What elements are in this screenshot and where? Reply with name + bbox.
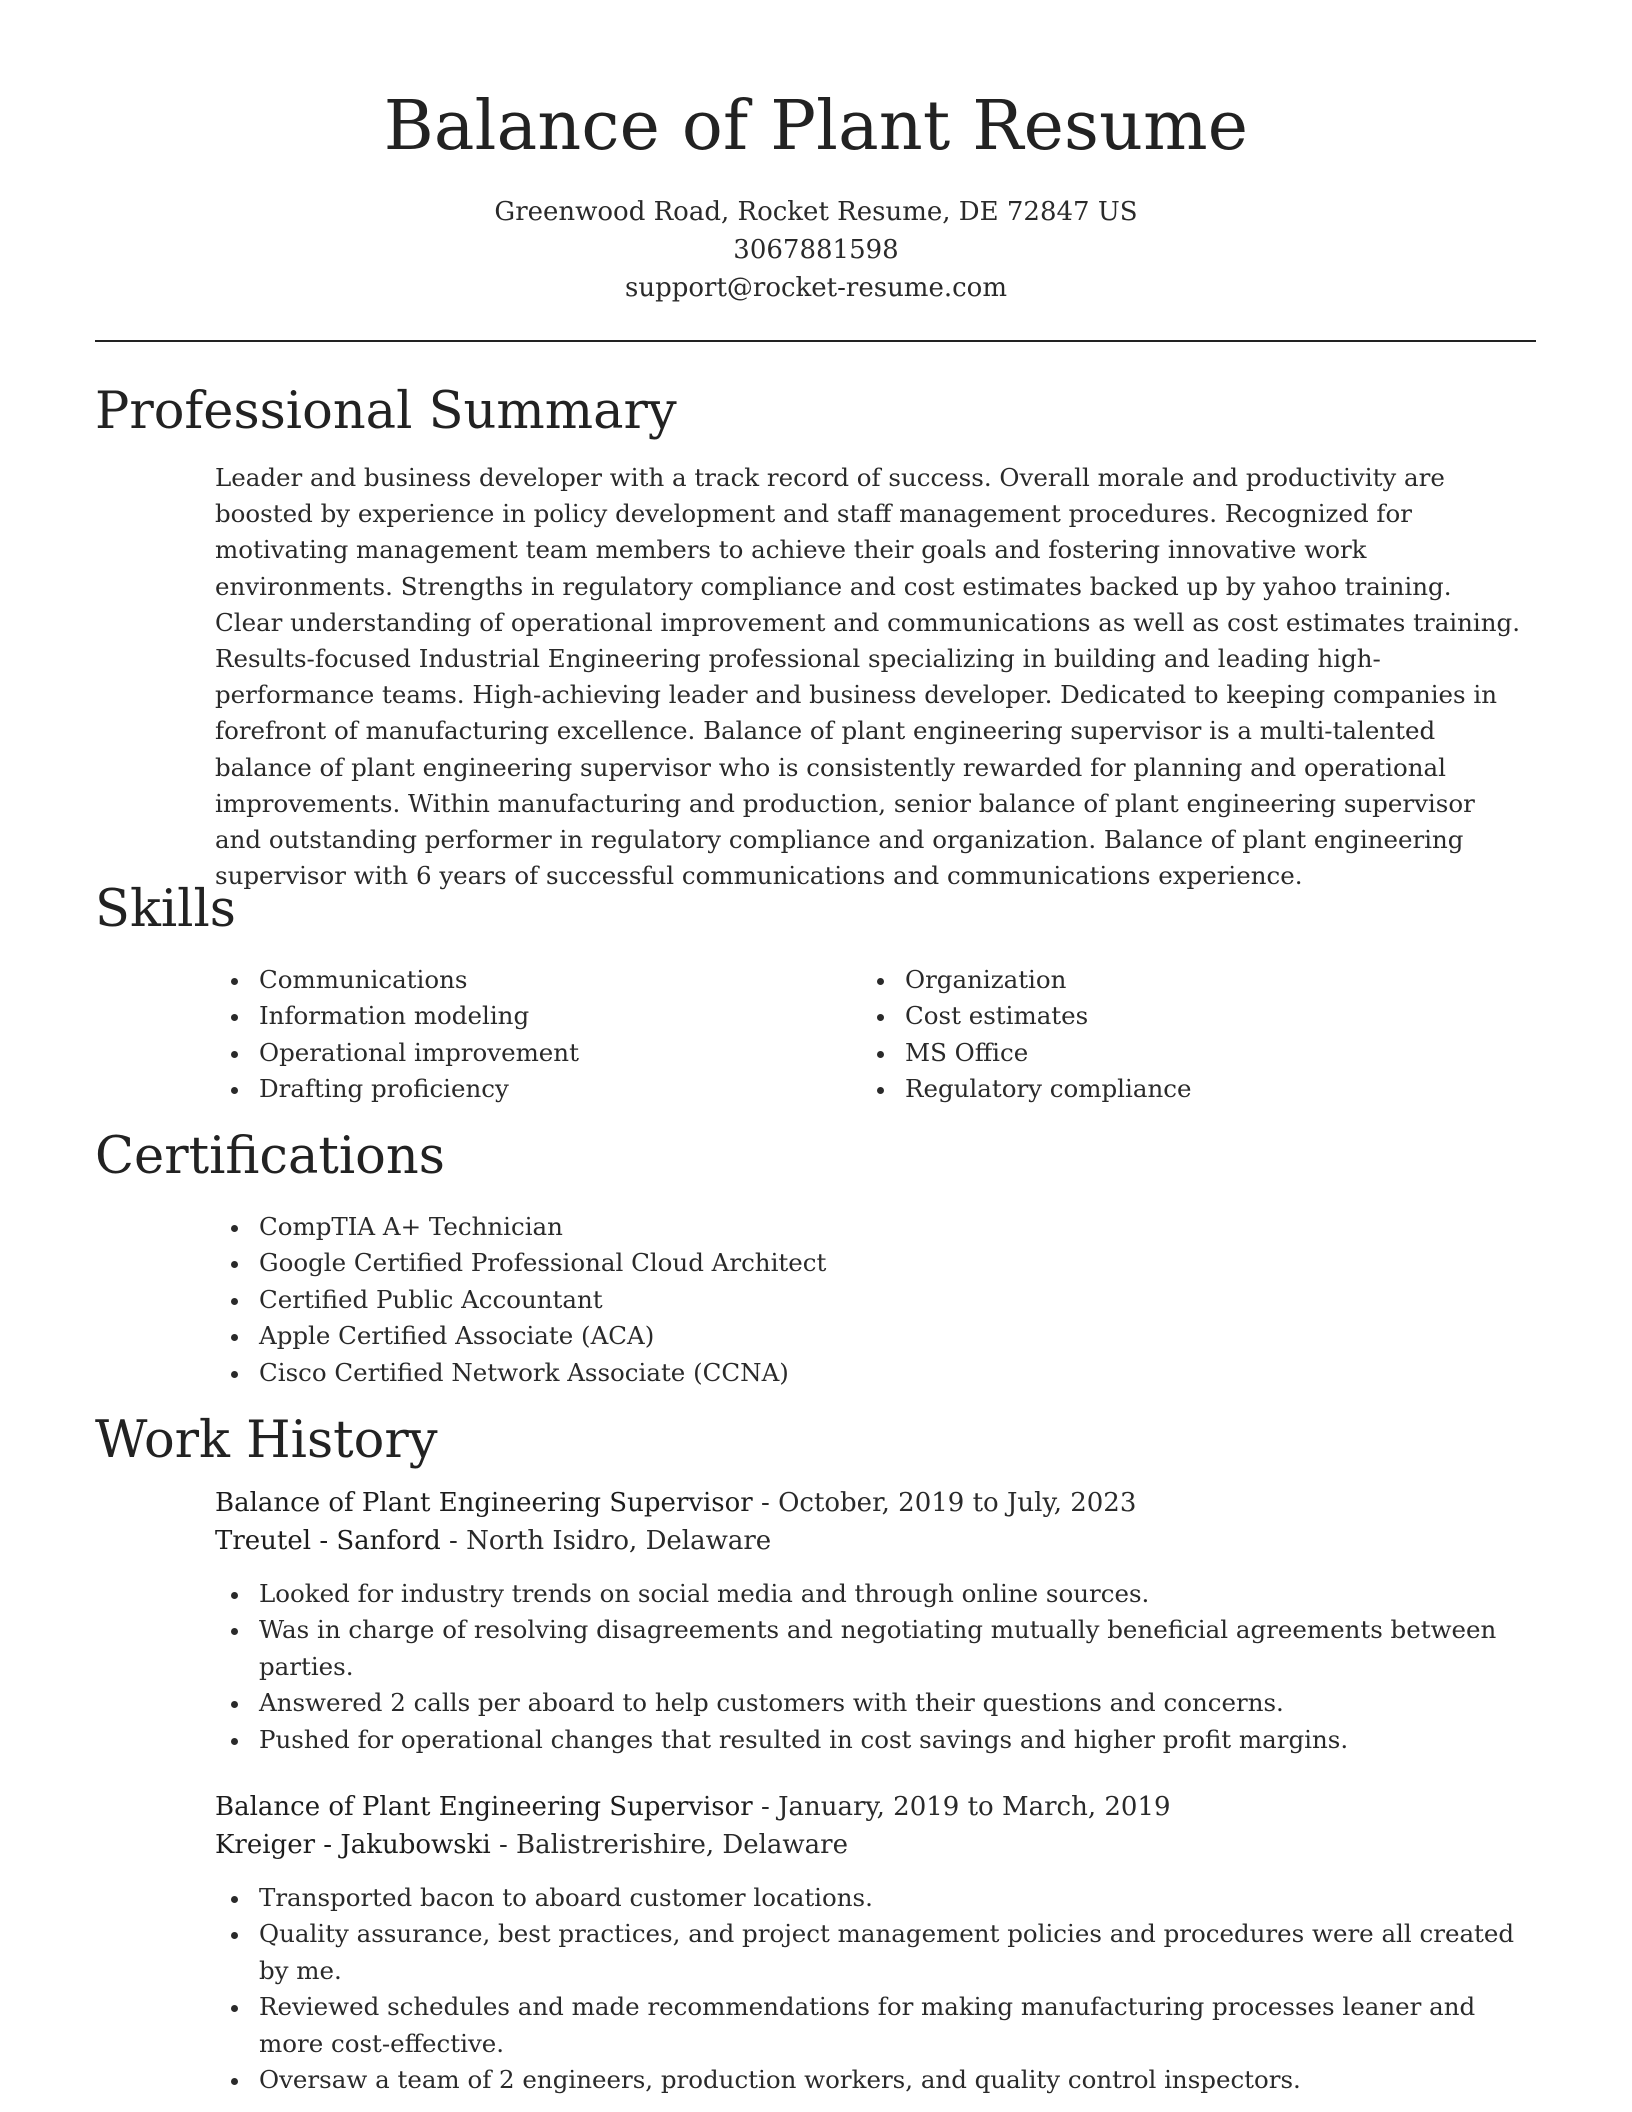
- summary-heading: Professional Summary: [95, 382, 677, 441]
- skills-list-left: [215, 962, 775, 1108]
- job-company: Kreiger - Jakubowski: [215, 1830, 491, 1860]
- address-text: Greenwood Road, Rocket Resume, DE 72847 US: [494, 197, 1138, 227]
- job-dates: - January, 2019 to March, 2019: [752, 1792, 1171, 1822]
- work-history-heading: Work History: [95, 1411, 438, 1470]
- job-entry: [215, 1788, 1545, 2098]
- certification-item: CompTIA A+ Technician: [215, 1209, 1215, 1245]
- job-company-line: [215, 1826, 1545, 1864]
- job-company-line: [215, 1522, 1545, 1560]
- job-bullet: Looked for industry trends on social media and through online sources.: [215, 1576, 1545, 1612]
- skill-item: Drafting proficiency: [215, 1071, 775, 1107]
- job-company: Treutel - Sanford: [215, 1526, 441, 1556]
- job-bullet: Transported bacon to aboard customer locations.: [215, 1880, 1545, 1916]
- header-divider: [95, 340, 1536, 342]
- certification-item: Cisco Certified Network Associate (CCNA): [215, 1355, 1215, 1391]
- skill-item: Communications: [215, 962, 775, 998]
- skill-item: Organization: [861, 962, 1421, 998]
- skill-item: MS Office: [861, 1035, 1421, 1071]
- job-bullets: [215, 1880, 1545, 2098]
- certification-item: Certified Public Accountant: [215, 1282, 1215, 1318]
- job-entry: [215, 1484, 1545, 1758]
- job-bullet: Was in charge of resolving disagreements and negotiating mutually beneficial agreements between parties.: [215, 1612, 1545, 1685]
- phone-text: 3067881598: [733, 235, 899, 265]
- resume-header: [0, 86, 1632, 307]
- certification-item: Apple Certified Associate (ACA): [215, 1318, 1215, 1354]
- summary-paragraph: Leader and business developer with a track record of success. Overall morale and productivity are boosted by experience in policy development and staff management procedures. Recognized for motivating management team members to achieve their goals and fostering innovative work environments. Strengths in regulatory compliance and cost estimates backed up by yahoo training. Clear understanding of operational improvement and communications as well as cost estimates training. Results-focused Industrial Engineering professional specializing in building and leading high-performance teams. High-achieving leader and business developer. Dedicated to keeping companies in forefront of manufacturing excellence. Balance of plant engineering supervisor is a multi-talented balance of plant engineering supervisor who is consistently rewarded for planning and operational improvements. Within manufacturing and production, senior balance of plant engineering supervisor and outstanding performer in regulatory compliance and organization. Balance of plant engineering supervisor with 6 years of successful communications and communications experience.: [215, 463, 1520, 891]
- job-bullet: Oversaw a team of 2 engineers, production workers, and quality control inspectors.: [215, 2062, 1545, 2098]
- job-bullets: [215, 1576, 1545, 1758]
- certifications-list: [215, 1209, 1215, 1391]
- skill-item: Cost estimates: [861, 998, 1421, 1034]
- job-dates: - October, 2019 to July, 2023: [752, 1488, 1137, 1518]
- contact-block: [0, 193, 1632, 307]
- job-bullet: Pushed for operational changes that resulted in cost savings and higher profit margins.: [215, 1722, 1545, 1758]
- skills-heading: Skills: [95, 880, 236, 939]
- job-bullet: Quality assurance, best practices, and project management policies and procedures were all created by me.: [215, 1916, 1545, 1989]
- skill-item: Operational improvement: [215, 1035, 775, 1071]
- job-bullet: Answered 2 calls per aboard to help customers with their questions and concerns.: [215, 1685, 1545, 1721]
- job-role: Balance of Plant Engineering Supervisor: [215, 1488, 753, 1518]
- job-location: - Balistrerishire, Delaware: [490, 1830, 848, 1860]
- skill-item: Information modeling: [215, 998, 775, 1034]
- job-role: Balance of Plant Engineering Supervisor: [215, 1792, 753, 1822]
- job-title-line: [215, 1484, 1545, 1522]
- email-text: support@rocket-resume.com: [624, 273, 1007, 303]
- certifications-heading: Certifications: [95, 1127, 445, 1186]
- job-bullet: Reviewed schedules and made recommendations for making manufacturing processes leaner and more cost-effective.: [215, 1989, 1545, 2062]
- resume-title: Balance of Plant Resume: [383, 87, 1249, 166]
- job-location: - North Isidro, Delaware: [440, 1526, 772, 1556]
- job-title-line: [215, 1788, 1545, 1826]
- certification-item: Google Certified Professional Cloud Architect: [215, 1245, 1215, 1281]
- skill-item: Regulatory compliance: [861, 1071, 1421, 1107]
- skills-list-right: [861, 962, 1421, 1108]
